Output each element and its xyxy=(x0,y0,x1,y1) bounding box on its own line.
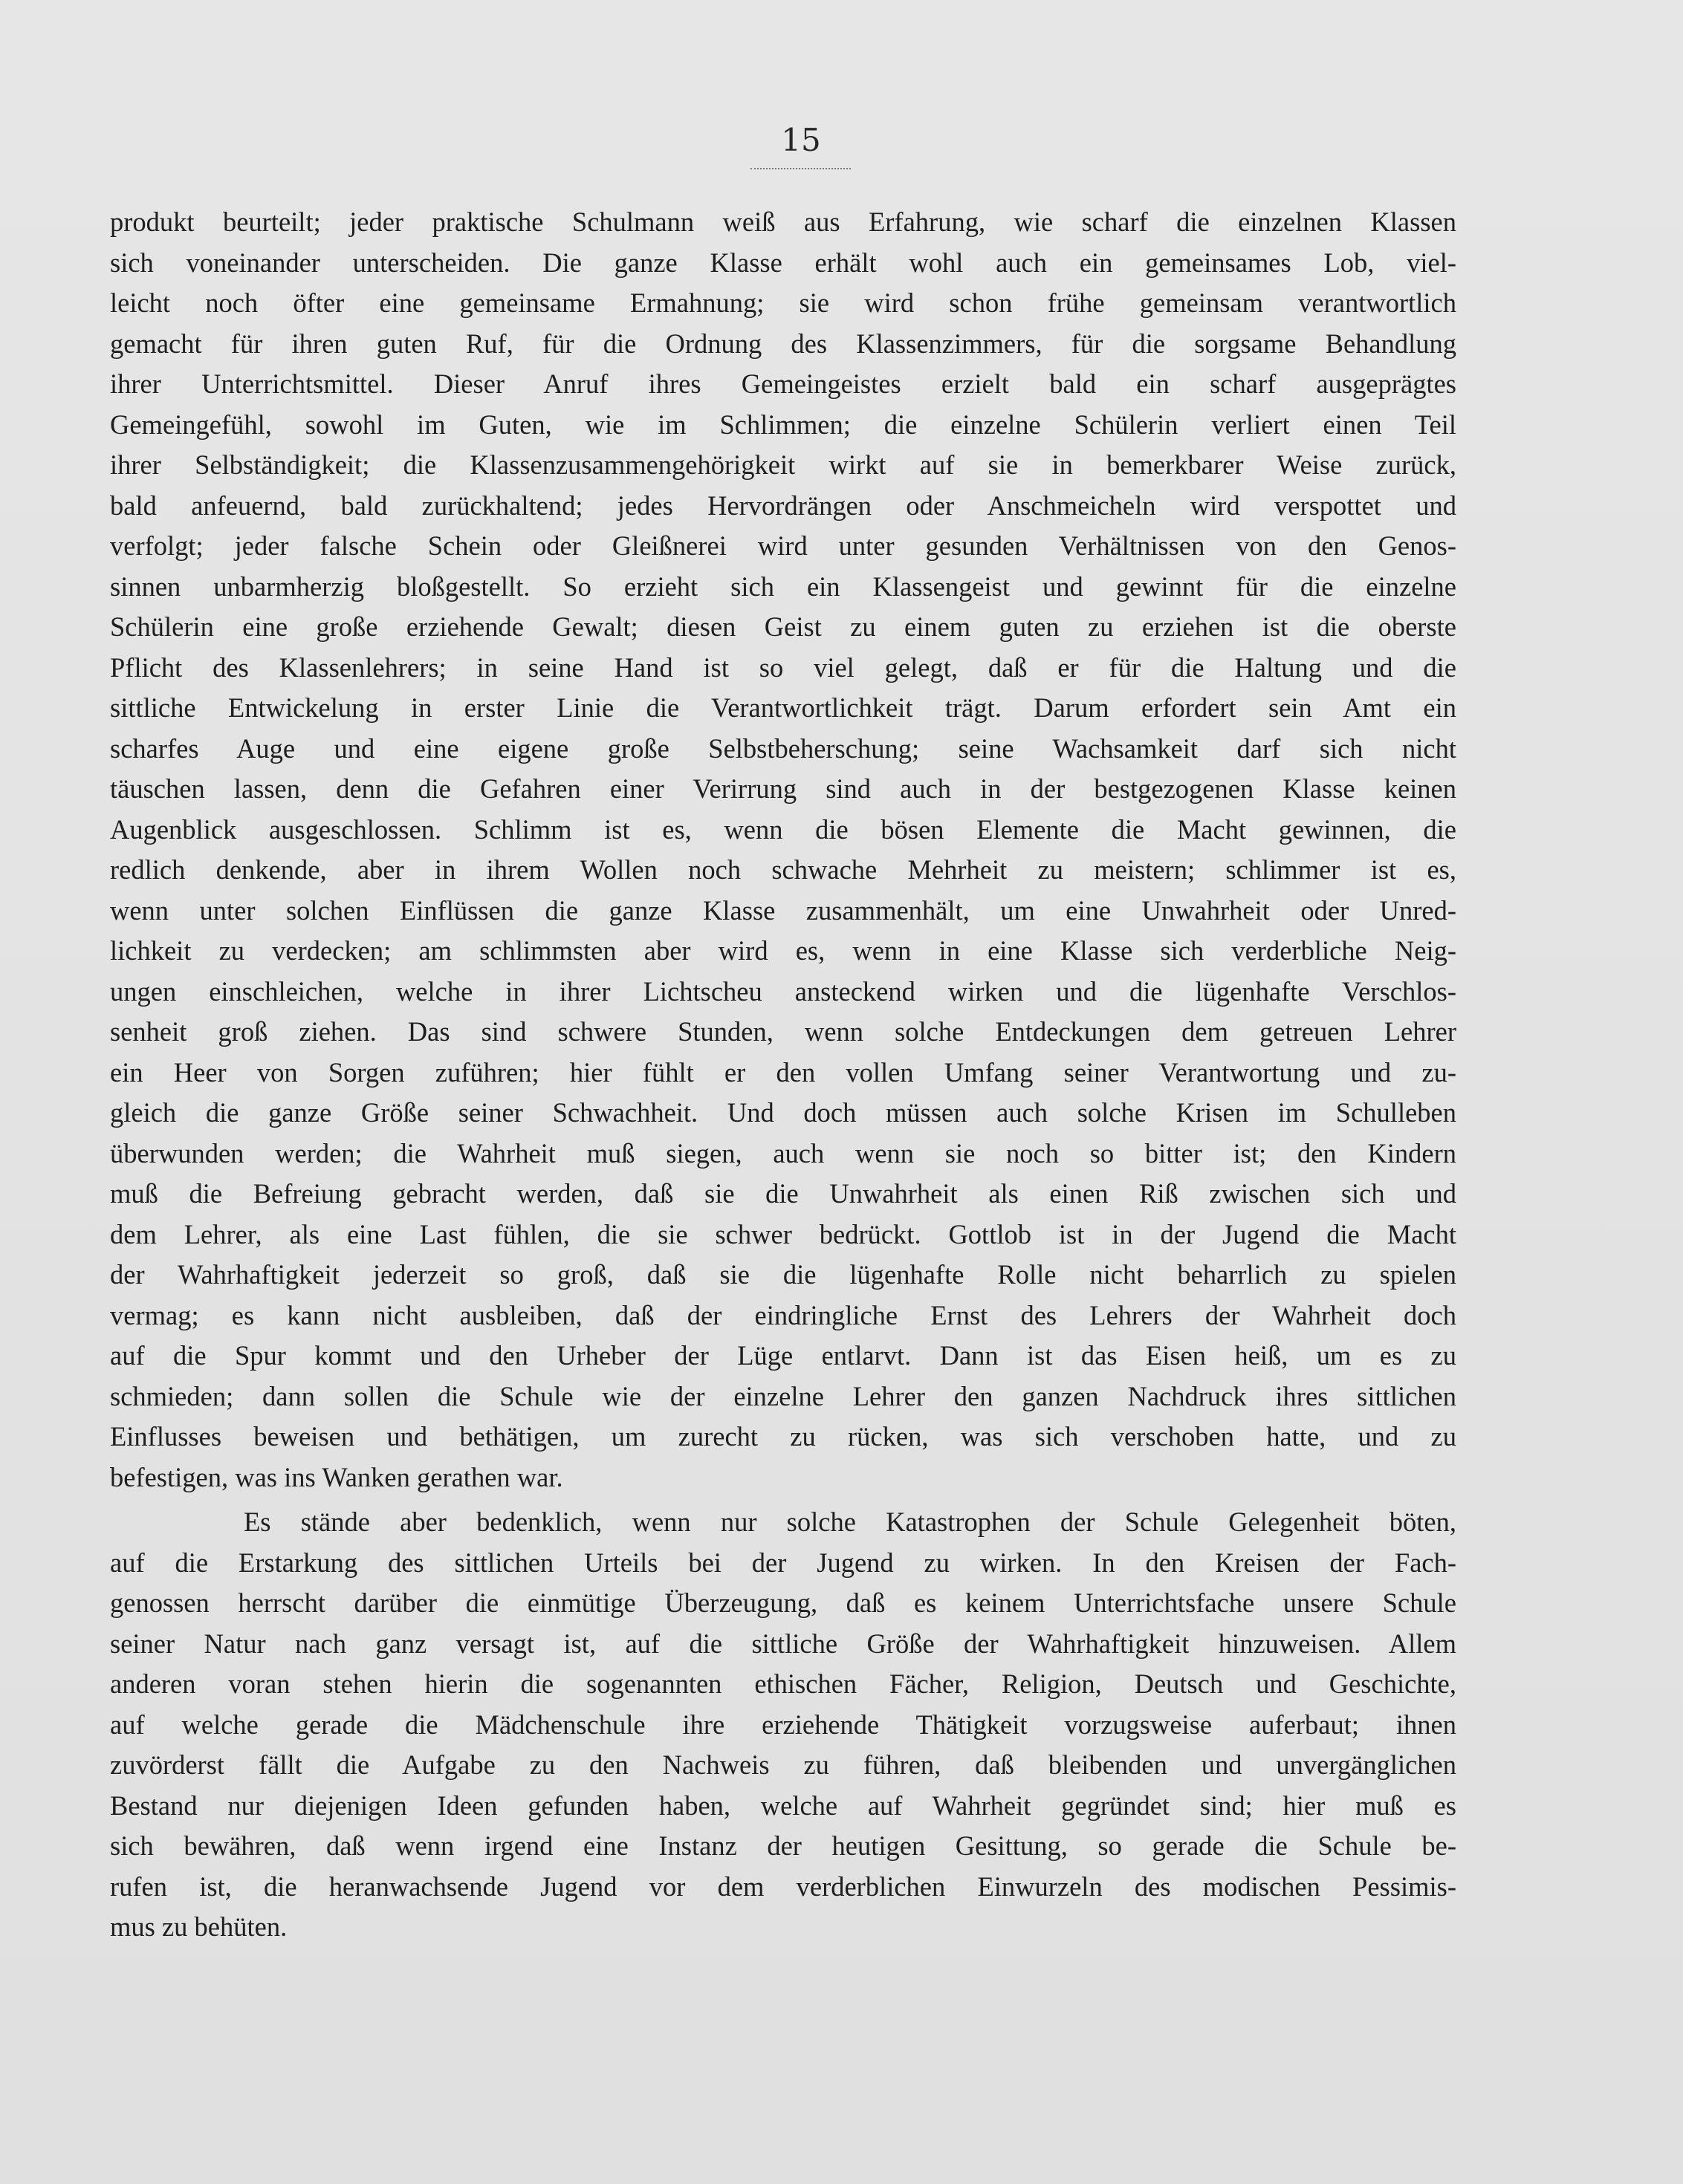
text-line: schmieden; dann sollen die Schule wie der einzelne Lehrer den ganzen Nachdruck ihres sittlichen xyxy=(110,1380,1456,1411)
text-line: dem Lehrer, als eine Last fühlen, die sie schwer bedrückt. Gottlob ist in der Jugend die Macht xyxy=(110,1218,1456,1249)
text-line: vermag; es kann nicht ausbleiben, daß der eindringliche Ernst des Lehrers der Wahrheit doch xyxy=(110,1299,1456,1330)
text-line: befestigen, was ins Wanken gerathen war. xyxy=(110,1461,563,1492)
body-text xyxy=(110,202,1456,1948)
text-line: auf die Spur kommt und den Urheber der Lüge entlarvt. Dann ist das Eisen heiß, um es zu xyxy=(110,1340,1456,1371)
text-line: auf welche gerade die Mädchenschule ihre erziehende Thätigkeit vorzugsweise auferbaut; ihnen xyxy=(110,1709,1456,1740)
text-line: Schülerin eine große erziehende Gewalt; diesen Geist zu einem guten zu erziehen ist die oberste xyxy=(110,611,1456,642)
text-line: verfolgt; jeder falsche Schein oder Gleißnerei wird unter gesunden Verhältnissen von den Genos- xyxy=(110,530,1456,561)
text-line: Gemeingefühl, sowohl im Guten, wie im Schlimmen; die einzelne Schülerin verliert einen Teil xyxy=(110,409,1456,440)
page-number: 15 xyxy=(781,122,821,158)
text-line: lichkeit zu verdecken; am schlimmsten aber wird es, wenn in eine Klasse sich verderbliche Neig- xyxy=(110,935,1456,966)
text-line: wenn unter solchen Einflüssen die ganze Klasse zusammenhält, um eine Unwahrheit oder Unred- xyxy=(110,894,1456,926)
text-line: gleich die ganze Größe seiner Schwachheit. Und doch müssen auch solche Krisen im Schulleben xyxy=(110,1097,1456,1128)
text-line: auf die Erstarkung des sittlichen Urteils bei der Jugend zu wirken. In den Kreisen der Fach- xyxy=(110,1547,1456,1578)
text-line: Augenblick ausgeschlossen. Schlimm ist es, wenn die bösen Elemente die Macht gewinnen, die xyxy=(110,813,1456,845)
text-line: seiner Natur nach ganz versagt ist, auf die sittliche Größe der Wahrhaftigkeit hinzuweisen. Allem xyxy=(110,1628,1456,1659)
text-line: sinnen unbarmherzig bloßgestellt. So erzieht sich ein Klassengeist und gewinnt für die einzelne xyxy=(110,571,1456,602)
text-line: senheit groß ziehen. Das sind schwere Stunden, wenn solche Entdeckungen dem getreuen Lehrer xyxy=(110,1016,1456,1047)
paragraph-1 xyxy=(110,202,1456,1498)
text-line: überwunden werden; die Wahrheit muß siegen, auch wenn sie noch so bitter ist; den Kindern xyxy=(110,1137,1456,1169)
text-line: Es stände aber bedenklich, wenn nur solche Katastrophen der Schule Gelegenheit böten, xyxy=(244,1507,1456,1537)
text-line: redlich denkende, aber in ihrem Wollen noch schwache Mehrheit zu meistern; schlimmer ist es, xyxy=(110,854,1456,885)
text-line: anderen voran stehen hierin die sogenannten ethischen Fächer, Religion, Deutsch und Geschichte, xyxy=(110,1668,1456,1699)
text-line: ihrer Selbständigkeit; die Klassenzusammengehörigkeit wirkt auf sie in bemerkbarer Weise zurück, xyxy=(110,449,1456,480)
text-line: sich voneinander unterscheiden. Die ganze Klasse erhält wohl auch ein gemeinsames Lob, viel- xyxy=(110,247,1456,278)
text-line: mus zu behüten. xyxy=(110,1911,288,1942)
text-line: rufen ist, die heranwachsende Jugend vor dem verderblichen Einwurzeln des modischen Pessimis- xyxy=(110,1871,1456,1902)
text-line: ihrer Unterrichtsmittel. Dieser Anruf ihres Gemeingeistes erzielt bald ein scharf ausgeprägtes xyxy=(110,368,1456,399)
text-line: der Wahrhaftigkeit jederzeit so groß, daß sie die lügenhafte Rolle nicht beharrlich zu spielen xyxy=(110,1259,1456,1290)
text-line: täuschen lassen, denn die Gefahren einer Verirrung sind auch in der bestgezogenen Klasse keinen xyxy=(110,773,1456,804)
text-line: ein Heer von Sorgen zuführen; hier fühlt er den vollen Umfang seiner Verantwortung und zu- xyxy=(110,1056,1456,1088)
text-line: leicht noch öfter eine gemeinsame Ermahnung; sie wird schon frühe gemeinsam verantwortlich xyxy=(110,287,1456,318)
text-line: bald anfeuernd, bald zurückhaltend; jedes Hervordrängen oder Anschmeicheln wird verspottet und xyxy=(110,490,1456,521)
text-line: zuvörderst fällt die Aufgabe zu den Nachweis zu führen, daß bleibenden und unvergänglichen xyxy=(110,1749,1456,1780)
text-line: genossen herrscht darüber die einmütige Überzeugung, daß es keinem Unterrichtsfache unsere Schule xyxy=(110,1587,1456,1618)
paragraph-2 xyxy=(110,1502,1456,1948)
text-line: produkt beurteilt; jeder praktische Schulmann weiß aus Erfahrung, wie scharf die einzelnen Klassen xyxy=(110,207,1456,237)
page-number-rule xyxy=(750,168,851,169)
text-line: sittliche Entwickelung in erster Linie die Verantwortlichkeit trägt. Darum erfordert sein Amt ein xyxy=(110,692,1456,723)
text-line: muß die Befreiung gebracht werden, daß sie die Unwahrheit als einen Riß zwischen sich und xyxy=(110,1178,1456,1209)
text-line: Bestand nur diejenigen Ideen gefunden haben, welche auf Wahrheit gegründet sind; hier muß es xyxy=(110,1790,1456,1821)
text-line: gemacht für ihren guten Ruf, für die Ordnung des Klassenzimmers, für die sorgsame Behandlung xyxy=(110,328,1456,359)
text-line: sich bewähren, daß wenn irgend eine Instanz der heutigen Gesittung, so gerade die Schule be- xyxy=(110,1830,1456,1861)
text-line: Einflusses beweisen und bethätigen, um zurecht zu rücken, was sich verschoben hatte, und zu xyxy=(110,1421,1456,1452)
text-line: Pflicht des Klassenlehrers; in seine Hand ist so viel gelegt, daß er für die Haltung und die xyxy=(110,651,1456,683)
text-line: scharfes Auge und eine eigene große Selbstbeherschung; seine Wachsamkeit darf sich nicht xyxy=(110,732,1456,764)
text-line: ungen einschleichen, welche in ihrer Lichtscheu ansteckend wirken und die lügenhafte Verschlos- xyxy=(110,975,1456,1007)
